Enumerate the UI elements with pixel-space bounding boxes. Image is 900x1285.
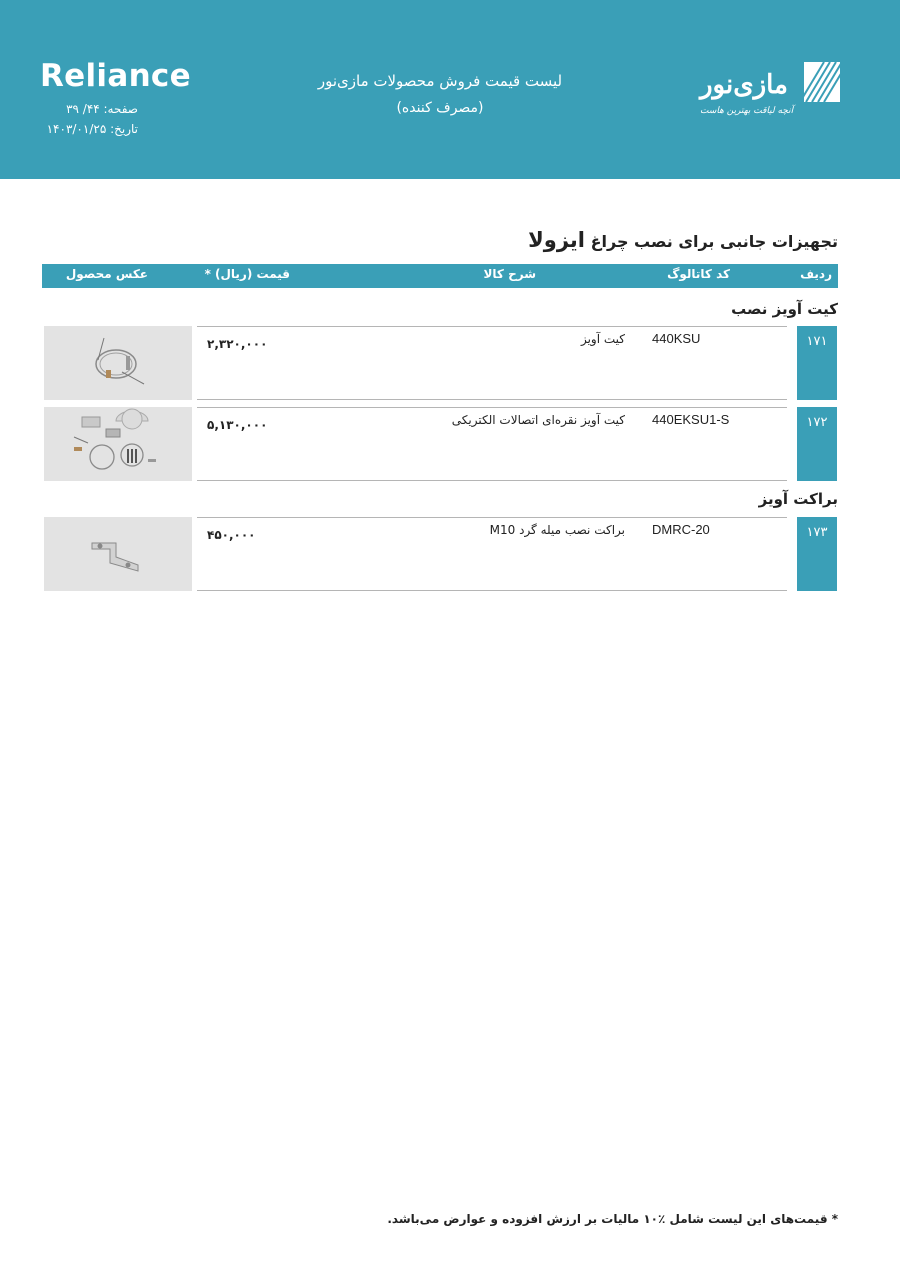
row-body <box>197 326 787 400</box>
item-catalog-code: 440KSU <box>652 331 701 346</box>
item-description: کیت آویز نقره‌ای اتصالات الکتریکی <box>451 413 625 427</box>
column-photo: عکس محصول <box>65 267 148 281</box>
item-row-number: ۱۷۳ <box>797 517 837 591</box>
document-subtitle: (مصرف کننده) <box>396 100 484 116</box>
row-body <box>197 407 787 481</box>
vat-footnote: * قیمت‌های این لیست شامل ٪۱۰ مالیات بر ارزش افزوده و عوارض می‌باشد. <box>387 1212 838 1226</box>
logo-stripes-icon <box>804 62 840 102</box>
document-date: تاریخ: ۱۴۰۳/۰۱/۲۵ <box>46 122 138 136</box>
product-photo <box>44 326 192 400</box>
item-catalog-code: 440EKSU1-S <box>652 412 730 427</box>
column-row: ردیف <box>800 267 832 281</box>
table-row <box>42 326 838 402</box>
mazinoor-logo <box>700 60 840 122</box>
table-header <box>42 264 838 288</box>
column-price: قیمت (ریال) * <box>204 267 290 281</box>
section-title-product: ایزولا <box>528 228 585 252</box>
item-catalog-code: DMRC-20 <box>652 522 710 537</box>
section-title-prefix: تجهیزات جانبی برای نصب چراغ <box>590 232 838 251</box>
logo-wordmark: مازی‌نور <box>700 70 788 100</box>
page-header <box>0 0 900 179</box>
item-row-number: ۱۷۱ <box>797 326 837 400</box>
product-photo <box>44 407 192 481</box>
electrical-hanging-kit-icon <box>44 407 192 481</box>
table-row <box>42 407 838 483</box>
hanging-kit-icon <box>44 326 192 400</box>
item-description: براکت نصب میله گرد M10 <box>489 523 625 537</box>
table-row <box>42 517 838 593</box>
column-description: شرح کالا <box>483 267 536 281</box>
item-description: کیت آویز <box>580 332 625 346</box>
column-catalog-code: کد کاتالوگ <box>667 267 730 281</box>
logo-tagline: آنچه لیاقت بهترین هاست <box>700 106 794 116</box>
product-photo <box>44 517 192 591</box>
item-row-number: ۱۷۲ <box>797 407 837 481</box>
row-body <box>197 517 787 591</box>
page-number: صفحه: ۴۴/ ۳۹ <box>66 102 138 116</box>
item-price: ۲,۳۲۰,۰۰۰ <box>207 337 268 351</box>
group-title: کیت آویز نصب <box>731 300 838 318</box>
item-price: ۴۵۰,۰۰۰ <box>207 528 256 542</box>
document-title: لیست قیمت فروش محصولات مازی‌نور <box>317 72 563 90</box>
bracket-icon <box>44 517 192 591</box>
section-title <box>528 228 838 252</box>
group-title: براکت آویز <box>758 490 838 508</box>
item-price: ۵,۱۳۰,۰۰۰ <box>207 418 268 432</box>
brand-name: Reliance <box>40 58 191 94</box>
